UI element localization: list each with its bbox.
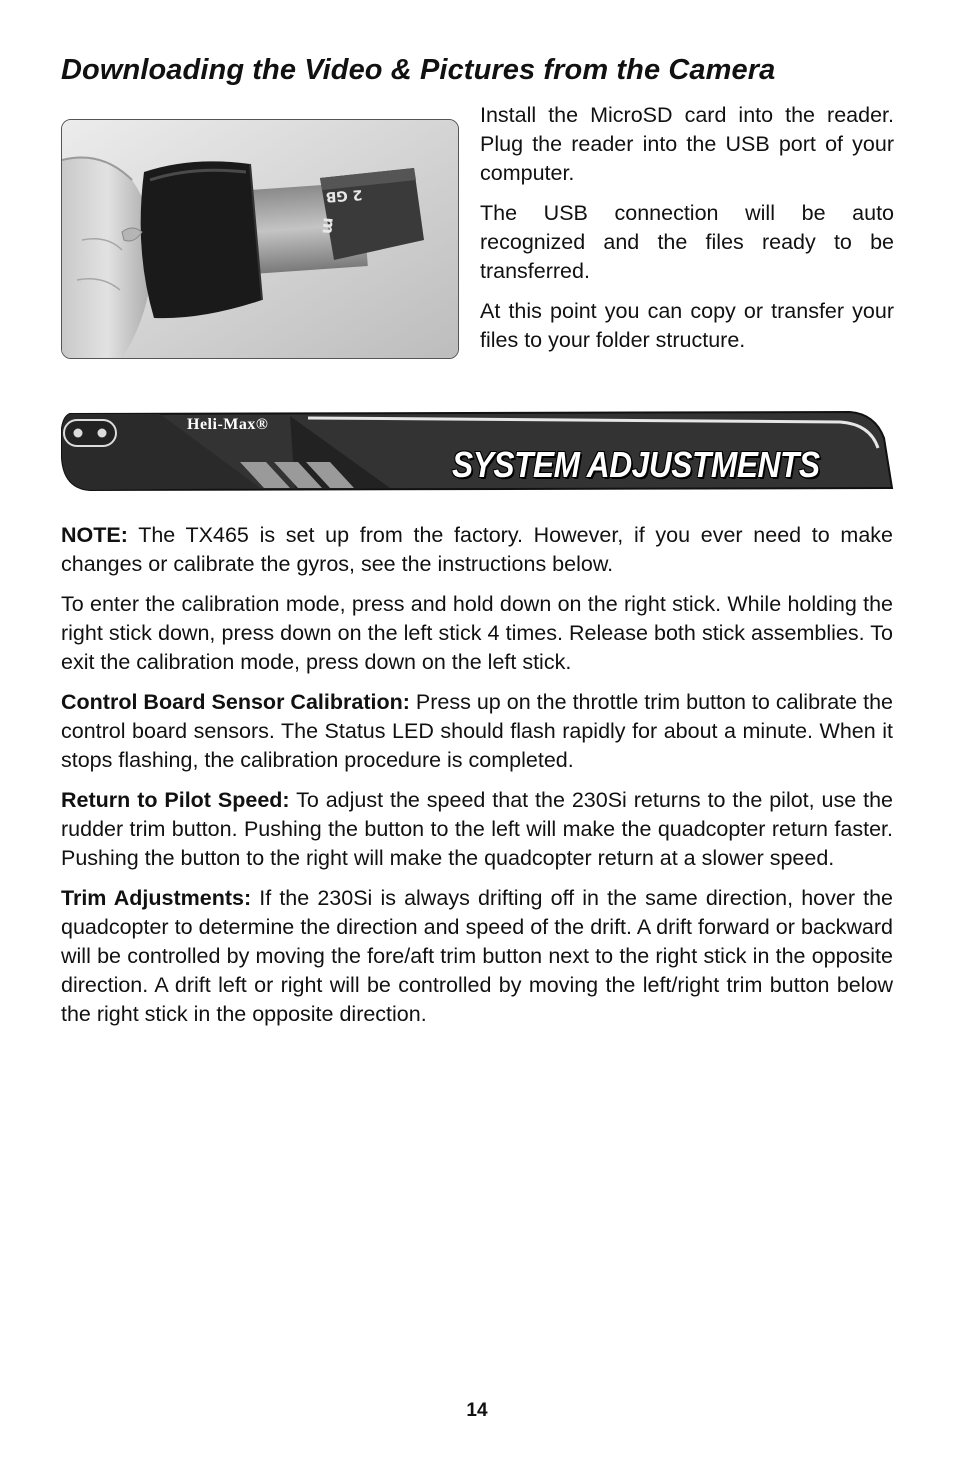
card-capacity-label: 2 GB [325,186,363,205]
return-speed-text: To adjust the speed that the 230Si returns to the pilot, use the rudder trim button. Pushing the button to the left will make the quadcopter return faster. Pushing the button to the right will make the quadcopter return at a slower speed. [61,788,893,870]
note-paragraph [61,521,893,579]
intro-paragraph-usb: The USB connection will be auto recognized and the files ready to be transferred. [480,201,894,283]
intro-paragraph-transfer: At this point you can copy or transfer your files to your folder structure. [480,299,894,352]
trim-adjustments-paragraph [61,884,893,1029]
note-label: NOTE: [61,523,128,547]
system-adjustments-banner [60,408,894,494]
intro-paragraph-install: Install the MicroSD card into the reader. Plug the reader into the USB port of your computer. [480,103,894,185]
trim-adjustments-label: Trim Adjustments: [61,886,252,910]
page-number: 14 [466,1400,488,1421]
intro-text [480,101,894,366]
card-reader-photo [61,119,459,359]
card-brand-label: m [318,216,339,235]
section-title: Downloading the Video & Pictures from the Camera [61,54,776,86]
system-adjustments-body [61,521,893,1040]
banner-title: SYSTEM ADJUSTMENTS [452,444,820,485]
sensor-calibration-label: Control Board Sensor Calibration: [61,690,410,714]
trim-adjustments-text: If the 230Si is always drifting off in the same direction, hover the quadcopter to determine the direction and speed of the drift. A drift forward or backward will be controlled by moving the fore/aft trim button next to the right stick in the opposite direction. A drift left or right will be controlled by moving the left/right trim button below the right stick in the opposite direction. [61,886,893,1026]
sensor-calibration-paragraph [61,688,893,775]
note-text: The TX465 is set up from the factory. However, if you ever need to make changes or calibrate the gyros, see the instructions below. [61,523,893,576]
return-speed-paragraph [61,786,893,873]
sensor-calibration-text: Press up on the throttle trim button to calibrate the control board sensors. The Status LED should flash rapidly for about a minute. When it stops flashing, the calibration procedure is completed. [61,690,893,772]
heli-max-logo: Heli-Max® [187,416,269,433]
return-speed-label: Return to Pilot Speed: [61,788,290,812]
calibration-paragraph: To enter the calibration mode, press and hold down on the right stick. While holding the right stick down, press down on the left stick 4 times. Release both stick assemblies. To exit the calibration mode, press down on the left stick. [61,592,893,674]
